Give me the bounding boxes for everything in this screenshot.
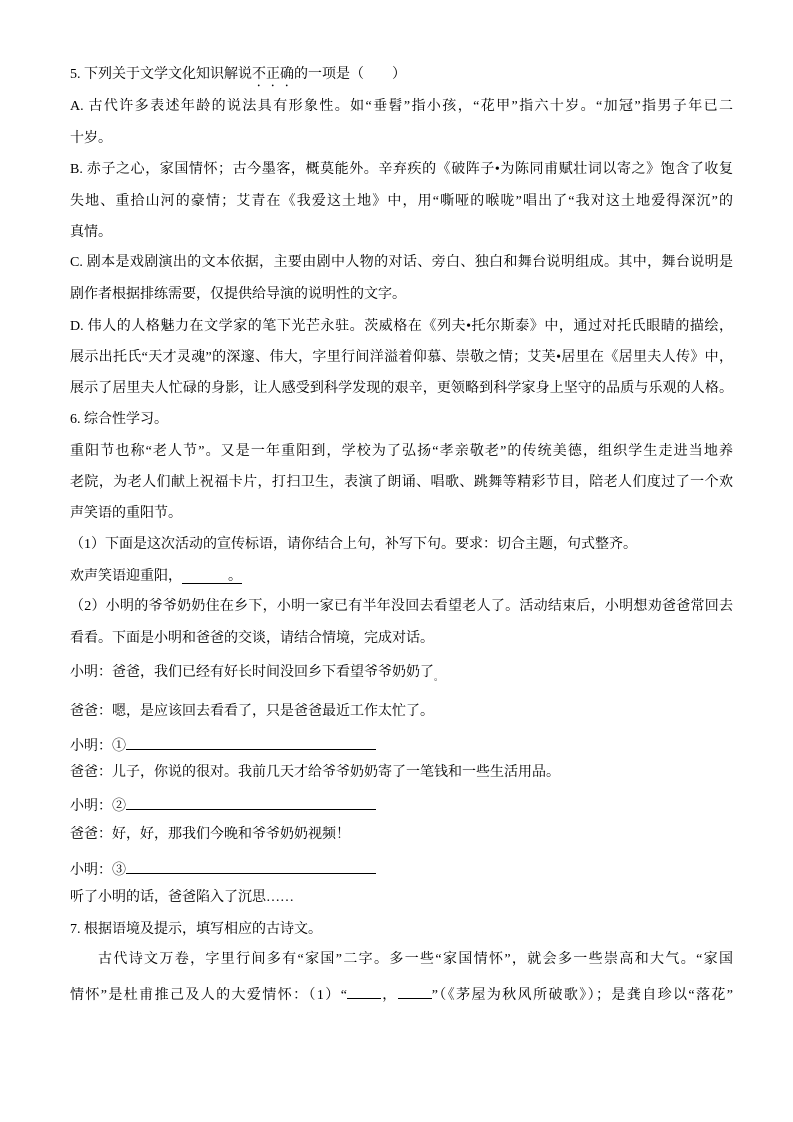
- text-line: [70, 664, 733, 686]
- text-segment: （2）小明的爷爷奶奶住在乡下，小明一家已有半年没回去看望老人了。活动结束后，小明想劝爸爸常回去: [70, 599, 733, 614]
- text-line: [70, 794, 733, 816]
- text-line: [70, 889, 733, 907]
- text-line: [70, 598, 733, 616]
- text-segment: 7. 根据语境及提示，填写相应的古诗文。: [70, 922, 322, 937]
- text-line: [70, 318, 733, 336]
- text-segment: 欢声笑语迎重阳，: [70, 569, 182, 584]
- text-segment: 小明：爸爸，我们已经有好长时间没回乡下看望爷爷奶奶了: [70, 665, 434, 680]
- text-segment: 看看。下面是小明和爸爸的交谈，请结合情境，完成对话。: [70, 631, 434, 646]
- text-line: [70, 536, 733, 554]
- answer-blank[interactable]: 。: [182, 568, 242, 584]
- emphasized-text: 不正确: [252, 67, 294, 82]
- text-line: [70, 764, 733, 782]
- text-line: [70, 443, 733, 461]
- text-segment: 展示出托氏“天才灵魂”的深邃、伟大，字里行间洋溢着仰慕、崇敬之情；艾芙•居里在《居里夫人传》中，: [70, 350, 733, 365]
- text-line: [70, 474, 733, 492]
- text-segment: ”（《茅屋为秋风所破歌》）；是龚自珍以“落花”: [431, 988, 734, 1003]
- text-segment: 老院，为老人们献上祝福卡片，打扫卫生，表演了朗诵、唱歌、跳舞等精彩节目，陪老人们度过了一个欢: [70, 475, 733, 490]
- text-segment: 展示了居里夫人忙碌的身影，让人感受到科学发现的艰辛，更领略到科学家身上坚守的品质与乐观的人格。: [70, 381, 733, 396]
- answer-blank[interactable]: [126, 858, 376, 874]
- text-segment: ，: [380, 988, 398, 1003]
- text-line: [70, 98, 733, 116]
- answer-blank[interactable]: [126, 794, 376, 810]
- text-line: [70, 411, 733, 429]
- text-segment: 爸爸：嗯，是应该回去看看了，只是爸爸最近工作太忙了。: [70, 704, 434, 719]
- text-segment: 重阳节也称“老人节”。又是一年重阳到，学校为了弘扬“孝亲敬老”的传统美德，组织学生走进当地养: [70, 444, 733, 459]
- text-line: [70, 826, 733, 844]
- text-segment: 失地、重拾山河的豪情；艾青在《我爱这土地》中，用“嘶哑的喉咙”唱出了“我对这土地爱得深沉”的: [70, 194, 733, 209]
- text-segment: 真情。: [70, 225, 112, 240]
- text-line: [70, 921, 733, 939]
- answer-blank[interactable]: [398, 983, 432, 999]
- text-segment: 小明：②: [70, 799, 126, 814]
- text-line: [70, 630, 733, 648]
- text-segment: 6. 综合性学习。: [70, 412, 168, 427]
- text-line: [70, 224, 733, 242]
- text-line: [70, 703, 733, 721]
- text-line: [70, 951, 733, 969]
- text-line: [70, 286, 733, 304]
- answer-blank[interactable]: [347, 983, 381, 999]
- text-line: [70, 161, 733, 179]
- text-segment: 爸爸：好，好，那我们今晚和爷爷奶奶视频！: [70, 827, 350, 842]
- punctuation: 。: [434, 672, 444, 682]
- text-segment: 古代诗文万卷，字里行间多有“家国”二字。多一些“家国情怀”，就会多一些崇高和大气。“家国: [98, 952, 733, 967]
- text-line: [70, 349, 733, 367]
- text-segment: 小明：①: [70, 739, 126, 754]
- text-segment: 十岁。: [70, 131, 112, 146]
- text-segment: 听了小明的话，爸爸陷入了沉思……: [70, 890, 294, 905]
- text-segment: 情怀”是杜甫推己及人的大爱情怀：（1）“: [70, 988, 347, 1003]
- text-segment: D. 伟人的人格魅力在文学家的笔下光芒永驻。茨威格在《列夫•托尔斯泰》中，通过对托氏眼睛的描绘，: [70, 319, 733, 334]
- text-segment: 小明：③: [70, 863, 126, 878]
- answer-blank[interactable]: [126, 734, 376, 750]
- text-segment: B. 赤子之心，家国情怀；古今墨客，概莫能外。辛弃疾的《破阵子•为陈同甫赋壮词以寄之》饱含了收复: [70, 162, 733, 177]
- text-line: [70, 66, 733, 90]
- text-line: [70, 983, 733, 1005]
- text-line: [70, 858, 733, 880]
- text-line: [70, 568, 733, 586]
- text-segment: 声笑语的重阳节。: [70, 506, 182, 521]
- text-line: [70, 734, 733, 756]
- text-line: [70, 254, 733, 272]
- text-line: [70, 193, 733, 211]
- text-line: [70, 505, 733, 523]
- text-segment: 爸爸：儿子，你说的很对。我前几天才给爷爷奶奶寄了一笔钱和一些生活用品。: [70, 765, 560, 780]
- text-segment: 5. 下列关于文学文化知识解说: [70, 67, 252, 82]
- text-segment: A. 古代许多表述年龄的说法具有形象性。如“垂髫”指小孩，“花甲”指六十岁。“加冠”指男子年已二: [70, 99, 733, 114]
- text-segment: （1）下面是这次活动的宣传标语，请你结合上句，补写下句。要求：切合主题，句式整齐。: [70, 537, 637, 552]
- text-segment: 剧作者根据排练需要，仅提供给导演的说明性的文字。: [70, 287, 406, 302]
- text-line: [70, 130, 733, 148]
- text-line: [70, 380, 733, 398]
- text-segment: C. 剧本是戏剧演出的文本依据，主要由剧中人物的对话、旁白、独白和舞台说明组成。其中，舞台说明是: [70, 255, 733, 270]
- text-segment: 的一项是（ ）: [294, 67, 406, 82]
